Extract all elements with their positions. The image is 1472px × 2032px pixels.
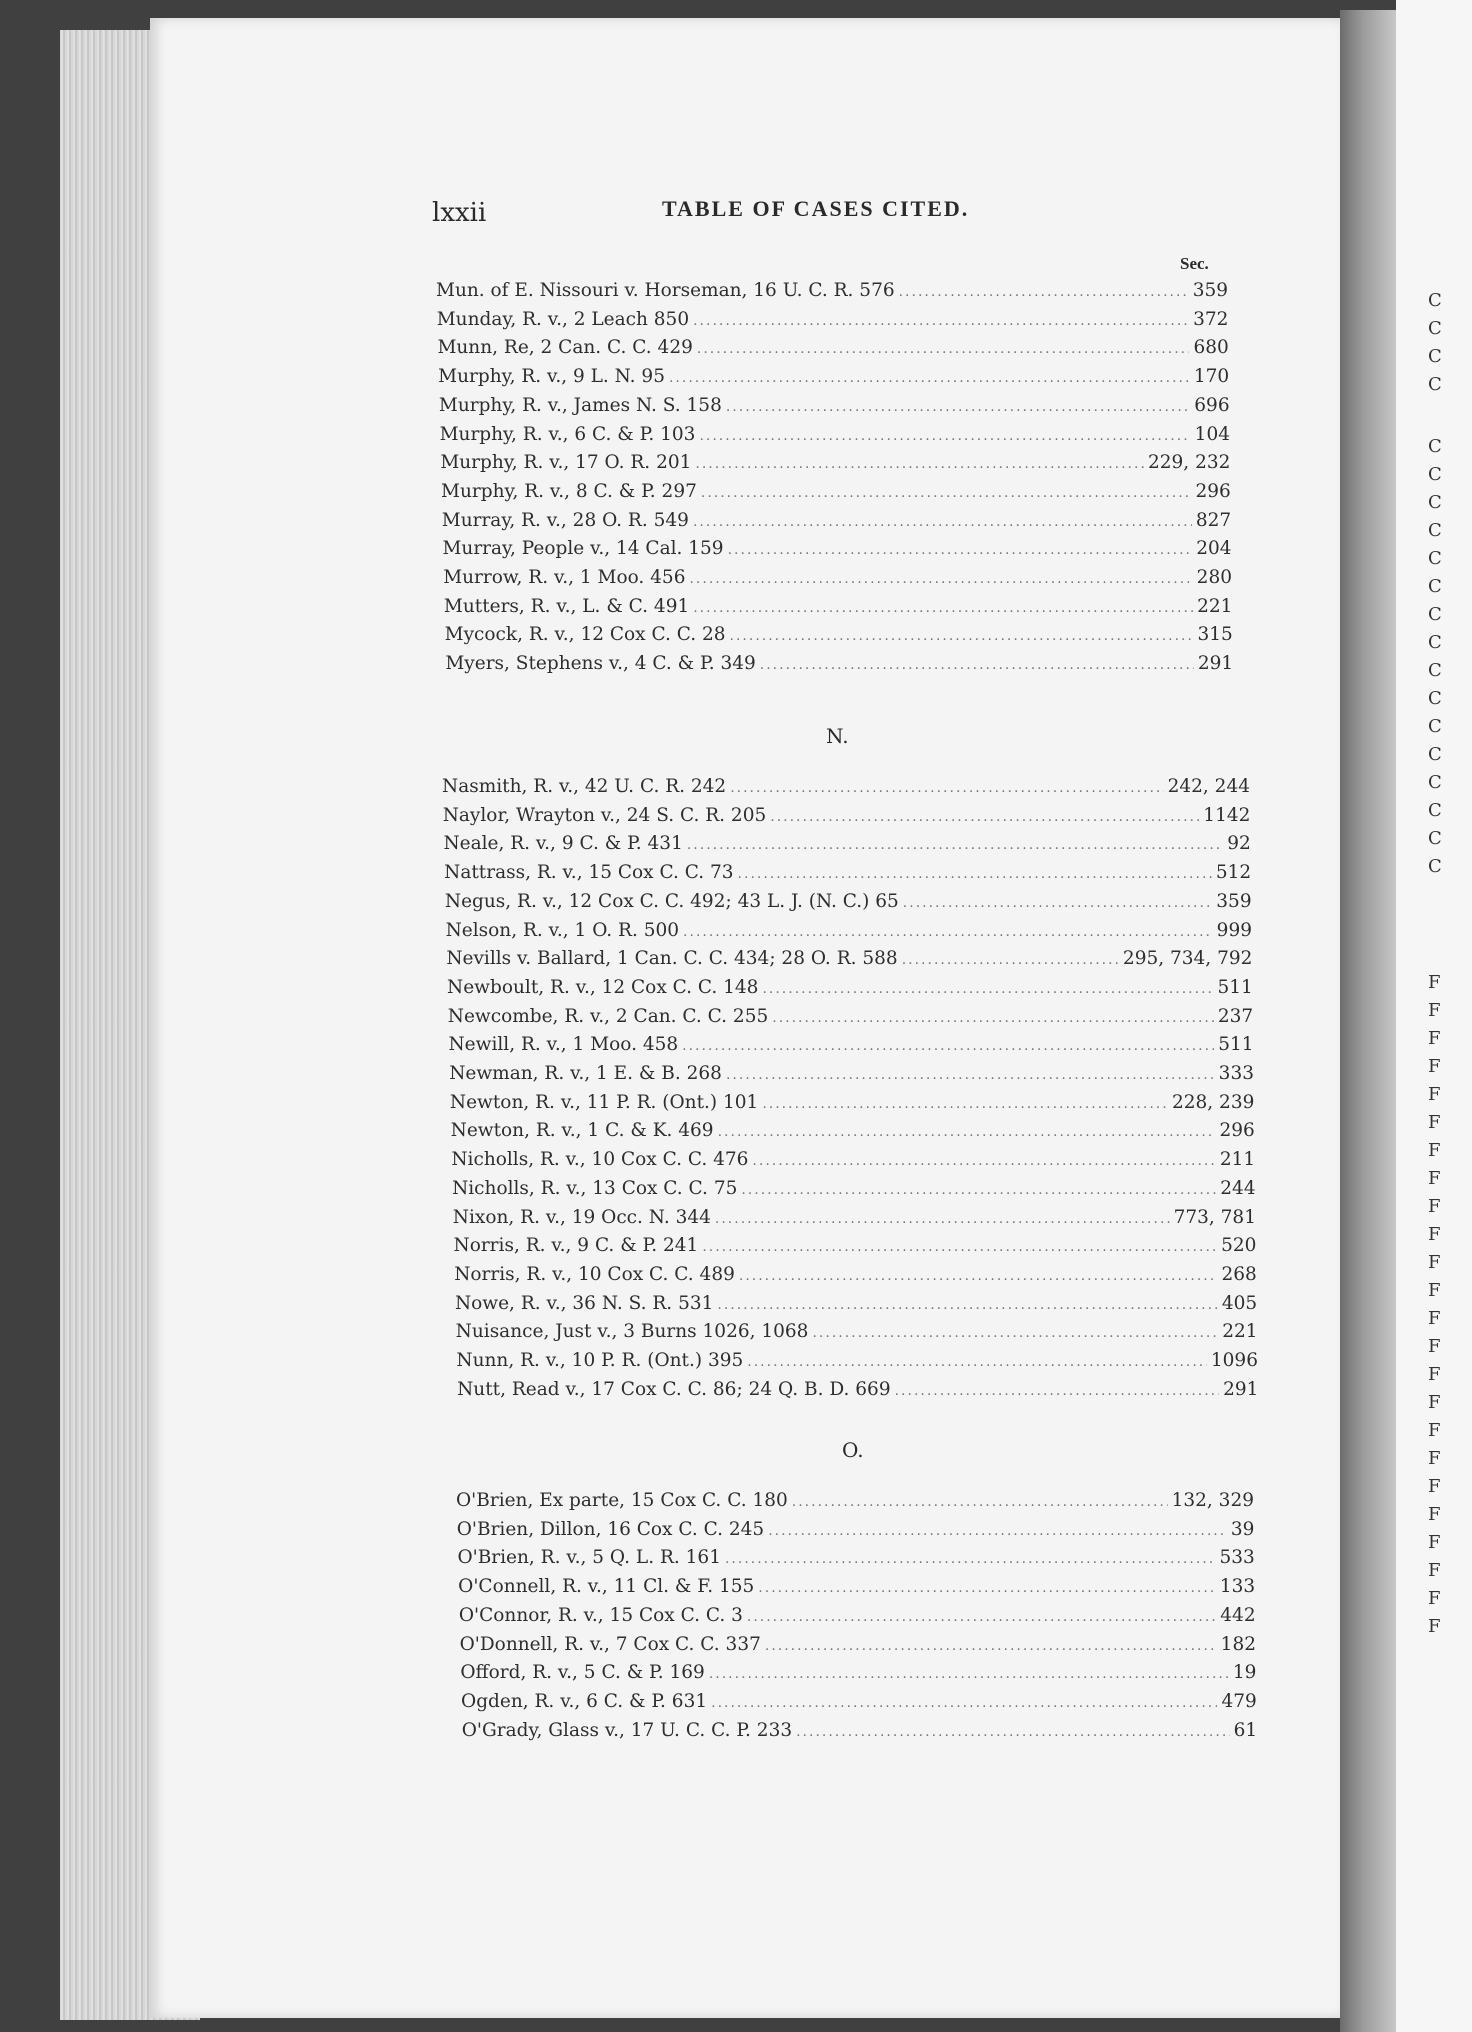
case-name: Neale, R. v., 9 C. & P. 431 bbox=[443, 833, 683, 855]
facing-page-letter: F bbox=[1428, 1476, 1441, 1497]
dot-leader bbox=[715, 1211, 1170, 1227]
case-name: Murphy, R. v., 8 C. & P. 297 bbox=[441, 480, 697, 502]
case-name: Nicholls, R. v., 13 Cox C. C. 75 bbox=[452, 1177, 738, 1199]
section-reference: 104 bbox=[1194, 423, 1230, 445]
facing-page-letter: F bbox=[1428, 1308, 1441, 1329]
section-letter: O. bbox=[842, 1438, 864, 1462]
case-name: Nattrass, R. v., 15 Cox C. C. 73 bbox=[444, 862, 734, 884]
case-entry bbox=[456, 1321, 1258, 1347]
facing-page-letter: C bbox=[1428, 436, 1442, 457]
case-name: Murray, R. v., 28 O. R. 549 bbox=[441, 509, 689, 531]
dot-leader bbox=[687, 837, 1223, 853]
case-name: Murphy, R. v., 9 L. N. 95 bbox=[438, 366, 665, 388]
section-reference: 1142 bbox=[1203, 804, 1251, 826]
section-reference: 512 bbox=[1215, 862, 1252, 884]
facing-page-letter: C bbox=[1428, 856, 1442, 877]
facing-page-letter: F bbox=[1428, 972, 1441, 993]
section-reference: 133 bbox=[1219, 1576, 1256, 1598]
case-name: Nutt, Read v., 17 Cox C. C. 86; 24 Q. B. D. 669 bbox=[457, 1378, 891, 1400]
section-reference: 221 bbox=[1222, 1321, 1258, 1343]
case-name: Nasmith, R. v., 42 U. C. R. 242 bbox=[442, 776, 727, 797]
section-reference: 221 bbox=[1197, 595, 1233, 617]
section-reference: 132, 329 bbox=[1171, 1490, 1254, 1511]
case-name: Nunn, R. v., 10 P. R. (Ont.) 395 bbox=[456, 1350, 744, 1371]
dot-leader bbox=[699, 428, 1190, 444]
section-reference: 696 bbox=[1194, 394, 1230, 416]
section-reference: 511 bbox=[1218, 1034, 1254, 1056]
case-entry bbox=[445, 653, 1233, 679]
case-entry bbox=[445, 891, 1252, 917]
dot-leader bbox=[693, 313, 1189, 329]
case-entry bbox=[454, 1264, 1257, 1290]
facing-page-letter: C bbox=[1428, 374, 1442, 395]
case-entry bbox=[443, 567, 1232, 593]
case-name: Newboult, R. v., 12 Cox C. C. 148 bbox=[447, 976, 759, 998]
case-name: O'Connell, R. v., 11 Cl. & F. 155 bbox=[458, 1576, 755, 1598]
case-entry bbox=[444, 862, 1251, 888]
page-number: lxxii bbox=[432, 198, 487, 228]
dot-leader bbox=[812, 1325, 1218, 1341]
section-reference: 479 bbox=[1221, 1690, 1257, 1712]
case-name: Nelson, R. v., 1 O. R. 500 bbox=[445, 919, 680, 941]
case-name: Newton, R. v., 11 P. R. (Ont.) 101 bbox=[449, 1091, 759, 1113]
case-name: Newcombe, R. v., 2 Can. C. C. 255 bbox=[447, 1005, 769, 1027]
section-reference: 405 bbox=[1221, 1292, 1258, 1314]
facing-page-letter: F bbox=[1428, 1364, 1441, 1385]
facing-page-letter: F bbox=[1428, 1448, 1441, 1469]
dot-leader bbox=[760, 657, 1194, 673]
dot-leader bbox=[902, 952, 1119, 968]
case-name: Murphy, R. v., 17 O. R. 201 bbox=[440, 452, 692, 474]
section-reference: 291 bbox=[1197, 653, 1234, 675]
dot-leader bbox=[725, 1551, 1216, 1567]
case-name: O'Donnell, R. v., 7 Cox C. C. 337 bbox=[459, 1633, 761, 1655]
facing-page-letter: C bbox=[1428, 576, 1442, 597]
case-name: Norris, R. v., 9 C. & P. 241 bbox=[453, 1235, 699, 1257]
case-name: Norris, R. v., 10 Cox C. C. 489 bbox=[454, 1263, 735, 1285]
case-entry bbox=[461, 1691, 1257, 1717]
dot-leader bbox=[683, 924, 1213, 940]
case-entry bbox=[437, 309, 1229, 335]
section-reference: 291 bbox=[1223, 1378, 1259, 1400]
case-entry bbox=[459, 1605, 1256, 1631]
case-name: Newton, R. v., 1 C. & K. 469 bbox=[450, 1120, 714, 1142]
case-name: O'Brien, Ex parte, 15 Cox C. C. 180 bbox=[456, 1490, 788, 1511]
facing-page-letter: C bbox=[1428, 660, 1442, 681]
section-reference: 315 bbox=[1197, 624, 1233, 646]
dot-leader bbox=[747, 1354, 1207, 1370]
case-entry bbox=[441, 481, 1231, 507]
section-reference: 170 bbox=[1193, 366, 1230, 388]
case-name: Munn, Re, 2 Can. C. C. 429 bbox=[437, 337, 693, 359]
facing-page-letter: F bbox=[1428, 1112, 1441, 1133]
section-reference: 244 bbox=[1220, 1177, 1256, 1199]
dot-leader bbox=[747, 1609, 1216, 1625]
dot-leader bbox=[693, 514, 1192, 530]
case-entry bbox=[460, 1634, 1256, 1660]
dot-leader bbox=[718, 1124, 1216, 1140]
facing-page-letter: C bbox=[1428, 548, 1442, 569]
section-reference: 228, 239 bbox=[1171, 1091, 1255, 1113]
section-reference: 773, 781 bbox=[1173, 1206, 1256, 1228]
case-entry bbox=[440, 424, 1230, 450]
facing-page-letter: F bbox=[1428, 1252, 1441, 1273]
facing-page-letter: C bbox=[1428, 744, 1442, 765]
dot-leader bbox=[730, 780, 1163, 796]
case-name: O'Brien, R. v., 5 Q. L. R. 161 bbox=[457, 1547, 721, 1569]
facing-page-letter: F bbox=[1428, 1196, 1441, 1217]
case-name: Murphy, R. v., James N. S. 158 bbox=[438, 394, 722, 416]
facing-page-letter: F bbox=[1428, 1140, 1441, 1161]
case-name: Mutters, R. v., L. & C. 491 bbox=[443, 595, 690, 617]
case-name: Murphy, R. v., 6 C. & P. 103 bbox=[439, 423, 696, 445]
case-entry bbox=[445, 624, 1233, 650]
facing-page-letter: F bbox=[1428, 1616, 1441, 1637]
section-reference: 280 bbox=[1196, 567, 1232, 588]
case-name: Negus, R. v., 12 Cox C. C. 492; 43 L. J. (N. C.) 65 bbox=[444, 890, 899, 912]
section-reference: 520 bbox=[1221, 1235, 1257, 1257]
facing-page-letter: C bbox=[1428, 716, 1442, 737]
case-entry bbox=[450, 1092, 1254, 1118]
section-reference: 229, 232 bbox=[1148, 452, 1231, 474]
section-reference: 92 bbox=[1227, 833, 1251, 855]
section-reference: 39 bbox=[1230, 1518, 1255, 1540]
case-entry bbox=[455, 1293, 1257, 1319]
dot-leader bbox=[765, 1638, 1217, 1654]
case-entry bbox=[448, 1034, 1253, 1060]
case-entry bbox=[443, 805, 1251, 831]
facing-page-letter: C bbox=[1428, 290, 1442, 311]
dot-leader bbox=[669, 370, 1190, 386]
facing-page-letter: F bbox=[1428, 1532, 1441, 1553]
case-name: Mun. of E. Nissouri v. Horseman, 16 U. C. R. 576 bbox=[436, 280, 895, 301]
section-reference: 242, 244 bbox=[1167, 776, 1250, 797]
case-entry bbox=[440, 452, 1230, 478]
section-reference: 999 bbox=[1216, 919, 1252, 941]
section-reference: 511 bbox=[1217, 976, 1253, 998]
dot-leader bbox=[899, 284, 1189, 300]
case-entry bbox=[452, 1178, 1256, 1204]
case-name: Nicholls, R. v., 10 Cox C. C. 476 bbox=[451, 1149, 749, 1171]
facing-page-letter: C bbox=[1428, 632, 1442, 653]
case-entry bbox=[454, 1235, 1257, 1261]
dot-leader bbox=[772, 1010, 1214, 1026]
dot-leader bbox=[726, 399, 1190, 415]
dot-leader bbox=[758, 1580, 1216, 1596]
facing-page-letter: C bbox=[1428, 800, 1442, 821]
dot-leader bbox=[762, 1096, 1168, 1112]
facing-page-letter: C bbox=[1428, 520, 1442, 541]
dot-leader bbox=[895, 1383, 1219, 1399]
case-name: Ogden, R. v., 6 C. & P. 631 bbox=[461, 1690, 708, 1712]
case-entry bbox=[456, 1350, 1258, 1376]
dot-leader bbox=[770, 809, 1199, 825]
dot-leader bbox=[796, 1724, 1230, 1740]
case-entry bbox=[458, 1576, 1255, 1602]
case-entry bbox=[442, 510, 1231, 536]
case-entry bbox=[451, 1149, 1255, 1175]
case-entry bbox=[451, 1120, 1255, 1146]
section-reference: 1096 bbox=[1210, 1350, 1258, 1371]
case-entry bbox=[457, 1547, 1254, 1573]
facing-page-letter: F bbox=[1428, 1392, 1441, 1413]
dot-leader bbox=[792, 1494, 1168, 1510]
dot-leader bbox=[697, 341, 1190, 357]
dot-leader bbox=[709, 1666, 1229, 1682]
dot-leader bbox=[717, 1297, 1218, 1313]
case-name: Murrow, R. v., 1 Moo. 456 bbox=[443, 567, 686, 588]
section-reference: 533 bbox=[1219, 1547, 1255, 1569]
facing-page-letter: C bbox=[1428, 318, 1442, 339]
facing-page-letter: F bbox=[1428, 1224, 1441, 1245]
case-entry bbox=[442, 776, 1250, 802]
facing-page-letter: C bbox=[1428, 772, 1442, 793]
facing-page-letter: F bbox=[1428, 1588, 1441, 1609]
facing-page-letter: F bbox=[1428, 1000, 1441, 1021]
case-name: Munday, R. v., 2 Leach 850 bbox=[436, 308, 690, 330]
facing-page-letter: C bbox=[1428, 828, 1442, 849]
facing-page-letter: C bbox=[1428, 492, 1442, 513]
section-reference: 296 bbox=[1219, 1120, 1255, 1142]
section-reference: 296 bbox=[1195, 480, 1231, 502]
page-title: TABLE OF CASES CITED. bbox=[662, 196, 970, 221]
facing-page-letter: F bbox=[1428, 1560, 1441, 1581]
case-entry bbox=[453, 1207, 1256, 1233]
section-reference: 295, 734, 792 bbox=[1122, 948, 1253, 970]
section-reference: 268 bbox=[1221, 1263, 1257, 1285]
case-entry bbox=[439, 395, 1230, 421]
section-reference: 61 bbox=[1233, 1719, 1258, 1741]
case-entry bbox=[457, 1379, 1258, 1405]
case-name: Offord, R. v., 5 C. & P. 169 bbox=[460, 1662, 705, 1684]
case-name: Newman, R. v., 1 E. & B. 268 bbox=[449, 1063, 722, 1084]
section-reference: 182 bbox=[1220, 1633, 1256, 1655]
case-entry bbox=[436, 280, 1228, 306]
facing-page-letter: C bbox=[1428, 688, 1442, 709]
case-name: Nevills v. Ballard, 1 Can. C. C. 434; 28 O. R. 588 bbox=[446, 948, 898, 970]
case-name: Nixon, R. v., 19 Occ. N. 344 bbox=[452, 1206, 711, 1228]
dot-leader bbox=[730, 628, 1194, 644]
section-reference: 442 bbox=[1220, 1604, 1256, 1626]
case-entry bbox=[449, 1063, 1254, 1089]
section-reference: 19 bbox=[1232, 1662, 1257, 1684]
case-entry bbox=[446, 920, 1252, 946]
section-reference: 680 bbox=[1193, 337, 1229, 359]
facing-page-letter: F bbox=[1428, 1336, 1441, 1357]
section-reference: 372 bbox=[1193, 308, 1229, 330]
case-entry bbox=[447, 977, 1253, 1003]
section-reference: 237 bbox=[1217, 1005, 1254, 1027]
facing-page-letter: F bbox=[1428, 1168, 1441, 1189]
section-reference: 359 bbox=[1216, 890, 1252, 912]
facing-page-letter: C bbox=[1428, 464, 1442, 485]
dot-leader bbox=[762, 981, 1213, 997]
dot-leader bbox=[689, 571, 1192, 587]
section-reference: 359 bbox=[1192, 280, 1228, 301]
dot-leader bbox=[682, 1038, 1214, 1054]
case-entry bbox=[448, 1006, 1253, 1032]
case-entry bbox=[457, 1519, 1255, 1545]
facing-page-letter: F bbox=[1428, 1028, 1441, 1049]
case-name: Nuisance, Just v., 3 Burns 1026, 1068 bbox=[455, 1321, 809, 1343]
facing-page-letter: F bbox=[1428, 1504, 1441, 1525]
book-gutter bbox=[1340, 10, 1396, 2032]
sec-column-label: Sec. bbox=[1180, 254, 1209, 273]
case-entry bbox=[460, 1662, 1256, 1688]
case-entry bbox=[438, 366, 1229, 392]
case-entry bbox=[442, 538, 1231, 564]
case-name: Nowe, R. v., 36 N. S. R. 531 bbox=[454, 1292, 714, 1314]
section-reference: 204 bbox=[1196, 538, 1232, 560]
case-entry bbox=[444, 596, 1232, 622]
case-name: Newill, R. v., 1 Moo. 458 bbox=[448, 1034, 679, 1056]
dot-leader bbox=[728, 542, 1193, 558]
case-name: Naylor, Wrayton v., 24 S. C. R. 205 bbox=[442, 804, 767, 826]
dot-leader bbox=[726, 1067, 1215, 1083]
section-letter: N. bbox=[826, 724, 849, 748]
dot-leader bbox=[739, 1268, 1218, 1284]
case-name: O'Grady, Glass v., 17 U. C. C. P. 233 bbox=[461, 1719, 793, 1741]
section-reference: 827 bbox=[1195, 509, 1232, 531]
dot-leader bbox=[702, 1239, 1217, 1255]
dot-leader bbox=[695, 456, 1144, 472]
facing-page-letter: F bbox=[1428, 1280, 1441, 1301]
dot-leader bbox=[711, 1695, 1217, 1711]
case-entry bbox=[437, 337, 1228, 363]
section-reference: 333 bbox=[1218, 1063, 1254, 1084]
facing-page-letter: C bbox=[1428, 346, 1442, 367]
case-name: O'Brien, Dillon, 16 Cox C. C. 245 bbox=[456, 1518, 765, 1540]
facing-page-letter: F bbox=[1428, 1056, 1441, 1077]
case-entry bbox=[462, 1720, 1257, 1746]
section-reference: 211 bbox=[1219, 1149, 1256, 1171]
dot-leader bbox=[693, 600, 1193, 616]
dot-leader bbox=[768, 1523, 1227, 1539]
dot-leader bbox=[741, 1182, 1216, 1198]
case-entry bbox=[443, 833, 1250, 859]
case-name: Mycock, R. v., 12 Cox C. C. 28 bbox=[444, 624, 726, 646]
case-name: Myers, Stephens v., 4 C. & P. 349 bbox=[445, 653, 756, 675]
dot-leader bbox=[701, 485, 1192, 501]
case-name: Murray, People v., 14 Cal. 159 bbox=[442, 538, 724, 560]
case-name: O'Connor, R. v., 15 Cox C. C. 3 bbox=[458, 1604, 743, 1626]
dot-leader bbox=[752, 1153, 1215, 1169]
case-entry bbox=[446, 948, 1252, 974]
facing-page-letter: F bbox=[1428, 1084, 1441, 1105]
case-entry bbox=[456, 1490, 1254, 1516]
facing-page-letter: C bbox=[1428, 604, 1442, 625]
facing-page-letter: F bbox=[1428, 1420, 1441, 1441]
dot-leader bbox=[903, 895, 1212, 911]
dot-leader bbox=[738, 866, 1212, 882]
